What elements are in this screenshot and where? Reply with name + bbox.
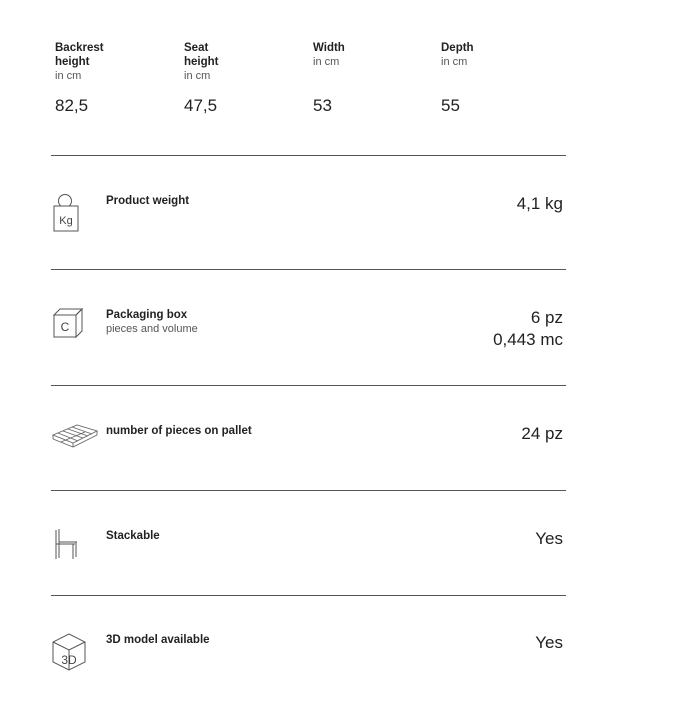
spec-value-volume: 0,443 mc bbox=[493, 330, 563, 349]
dimension-label: height bbox=[184, 56, 219, 68]
spec-value bbox=[493, 307, 563, 351]
dimension-label: Depth bbox=[441, 42, 474, 54]
divider bbox=[51, 269, 566, 270]
weight-icon-text: Kg bbox=[59, 215, 73, 227]
divider bbox=[51, 155, 566, 156]
spec-row-stackable bbox=[51, 528, 566, 608]
spec-value: Yes bbox=[535, 529, 563, 548]
dimension-value: 53 bbox=[313, 96, 332, 115]
dimension-value: 47,5 bbox=[184, 96, 218, 115]
divider bbox=[51, 385, 566, 386]
spec-row-packaging bbox=[51, 307, 566, 387]
spec-label: Packaging box bbox=[106, 309, 188, 321]
stackable-chair-icon bbox=[51, 528, 91, 572]
box-icon bbox=[51, 307, 91, 351]
pallet-icon bbox=[51, 423, 91, 467]
dimension-unit: in cm bbox=[313, 56, 340, 68]
weight-icon bbox=[51, 193, 91, 237]
spec-value: Yes bbox=[535, 633, 563, 652]
dimension-value: 82,5 bbox=[55, 96, 89, 115]
spec-label: Product weight bbox=[106, 195, 190, 207]
spec-row-weight bbox=[51, 193, 566, 273]
dimension-depth bbox=[441, 41, 561, 115]
dimension-label: height bbox=[55, 56, 90, 68]
divider bbox=[51, 595, 566, 596]
dimension-unit: in cm bbox=[184, 70, 211, 82]
divider bbox=[51, 490, 566, 491]
spec-row-pallet bbox=[51, 423, 566, 503]
dimension-unit: in cm bbox=[55, 70, 82, 82]
spec-sublabel: pieces and volume bbox=[106, 323, 198, 335]
cube-3d-icon-text: 3D bbox=[61, 653, 77, 667]
spec-label: Stackable bbox=[106, 530, 160, 542]
dimension-unit: in cm bbox=[441, 56, 468, 68]
spec-label: 3D model available bbox=[106, 634, 210, 646]
spec-value-pieces: 6 pz bbox=[530, 308, 563, 327]
box-icon-text: C bbox=[60, 320, 70, 334]
dimension-backrest-height bbox=[55, 41, 175, 115]
spec-value: 24 pz bbox=[521, 424, 563, 443]
dimension-value: 55 bbox=[441, 96, 460, 115]
cube-3d-icon bbox=[51, 632, 91, 676]
spec-row-3d-model bbox=[51, 632, 566, 712]
dimension-label: Width bbox=[313, 42, 345, 54]
dimension-seat-height bbox=[184, 41, 304, 115]
dimension-label: Seat bbox=[184, 42, 209, 54]
dimension-width bbox=[313, 41, 433, 115]
dimensions-table bbox=[55, 41, 575, 121]
spec-value: 4,1 kg bbox=[516, 194, 563, 213]
dimension-label: Backrest bbox=[55, 42, 104, 54]
spec-label: number of pieces on pallet bbox=[106, 425, 252, 437]
